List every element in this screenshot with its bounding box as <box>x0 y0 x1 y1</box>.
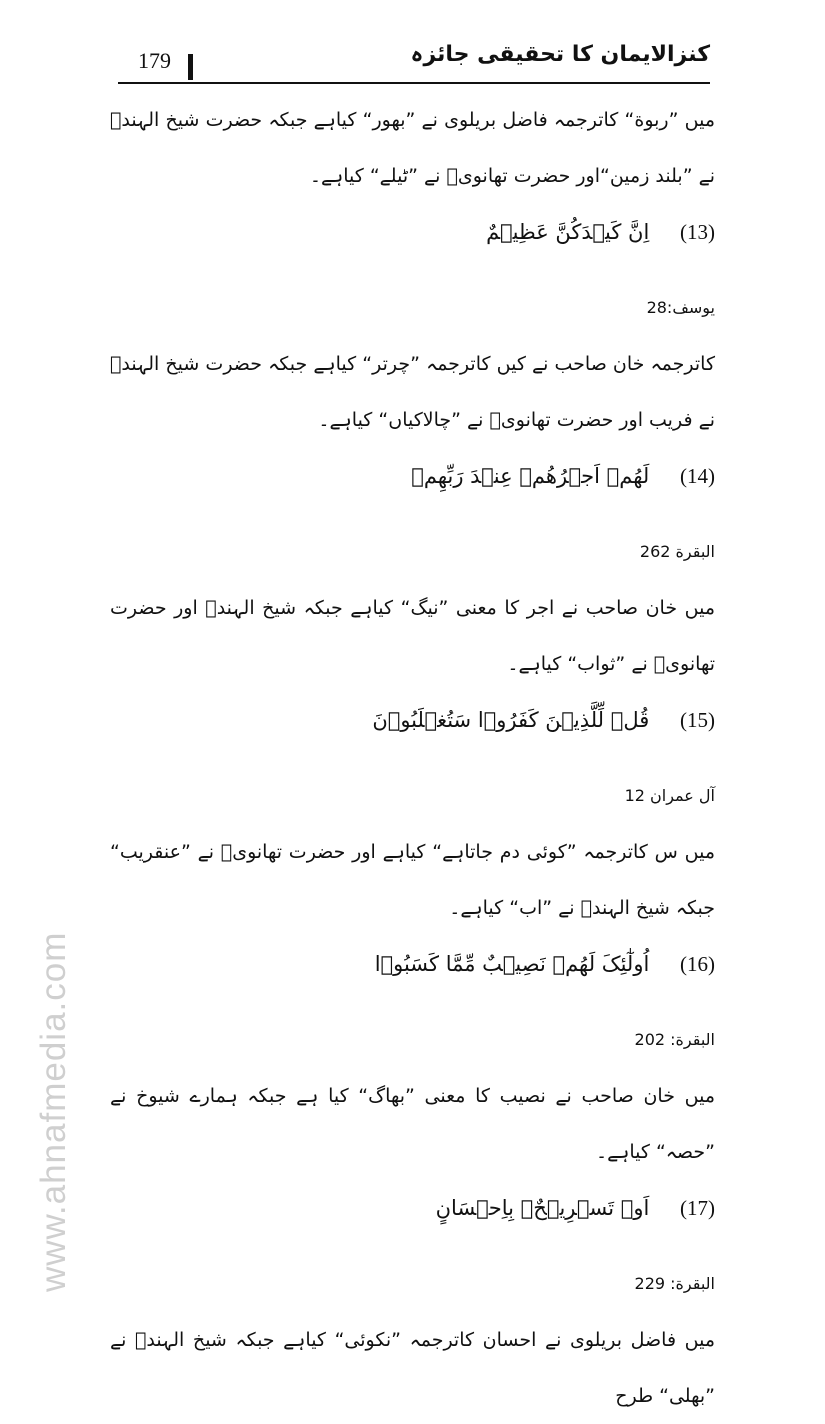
page-body <box>110 90 715 1424</box>
verse-reference: البقرة: 202 <box>634 1030 715 1049</box>
verse-number: (14) <box>680 464 715 488</box>
verse-number: (16) <box>680 952 715 976</box>
paragraph: میں خان صاحب نے نصیب کا معنی ”بھاگ“ کیا ہے جبکہ ہمارے شیوخ نے ”حصہ“ کیاہے۔ <box>110 1085 715 1163</box>
verse-reference: البقرة 262 <box>639 542 715 561</box>
verse-reference: البقرة: 229 <box>634 1274 715 1293</box>
paragraph: کاترجمہ خان صاحب نے کیں کاترجمہ ”چرتر“ کیاہے جبکہ حضرت شیخ الہندؒ نے فریب اور حضرت تھانویؒ نے ”چالاکیاں“ کیاہے۔ <box>110 353 715 431</box>
verse-arabic: لَهُمۡ اَجۡرُهُمۡ عِنۡدَ رَبِّهِمۡ <box>411 464 650 488</box>
verse-number: (15) <box>680 708 715 732</box>
verse-heading <box>110 448 715 504</box>
paragraph: میں ”ربوة“ کاترجمہ فاضل بریلوی نے ”بھور“ کیاہے جبکہ حضرت شیخ الہندؒ نے ”بلند زمین“اور حضرت تھانویؒ نے ”ٹیلے“ کیاہے۔ <box>110 109 715 187</box>
verse-heading <box>110 692 715 748</box>
verse-arabic: قُلۡ لِّلَّذِیۡنَ کَفَرُوۡا سَتُغۡلَبُوۡنَ <box>372 708 650 732</box>
verse-heading <box>110 936 715 992</box>
paragraph: میں س کاترجمہ ”کوئی دم جاتاہے“ کیاہے اور حضرت تھانویؒ نے ”عنقریب“ جبکہ شیخ الہندؒ نے ”اب“ کیاہے۔ <box>110 841 715 919</box>
page-number: 179 <box>138 48 171 73</box>
watermark: www.ahnafmedia.com <box>34 931 73 1292</box>
page-header <box>118 38 710 86</box>
verse-arabic: اُولٰٓئِکَ لَهُمۡ نَصِیۡبٌ مِّمَّا کَسَبُوۡا <box>374 952 650 976</box>
verse-arabic: اَوۡ تَسۡرِیۡحٌۢ بِاِحۡسَانٍ <box>435 1196 650 1220</box>
header-separator-bar <box>188 54 193 80</box>
verse-reference: آل عمران 12 <box>624 786 715 805</box>
verse-heading <box>110 204 715 260</box>
paragraph: میں فاضل بریلوی نے احسان کاترجمہ ”نکوئی“ کیاہے جبکہ شیخ الہندؒ نے ”بھلی“ طرح <box>110 1329 715 1407</box>
running-title: کنزالایمان کا تحقیقی جائزہ <box>410 42 710 67</box>
verse-number: (13) <box>680 220 715 244</box>
verse-reference: یوسف:28 <box>646 298 715 317</box>
header-rule <box>118 82 710 84</box>
verse-heading <box>110 1180 715 1236</box>
verse-number: (17) <box>680 1196 715 1220</box>
paragraph: میں خان صاحب نے اجر کا معنی ”نیگ“ کیاہے جبکہ شیخ الہندؒ اور حضرت تھانویؒ نے ”ثواب“ کیاہے۔ <box>110 597 715 675</box>
verse-arabic: اِنَّ کَیۡدَکُنَّ عَظِیۡمٌ <box>486 220 650 244</box>
